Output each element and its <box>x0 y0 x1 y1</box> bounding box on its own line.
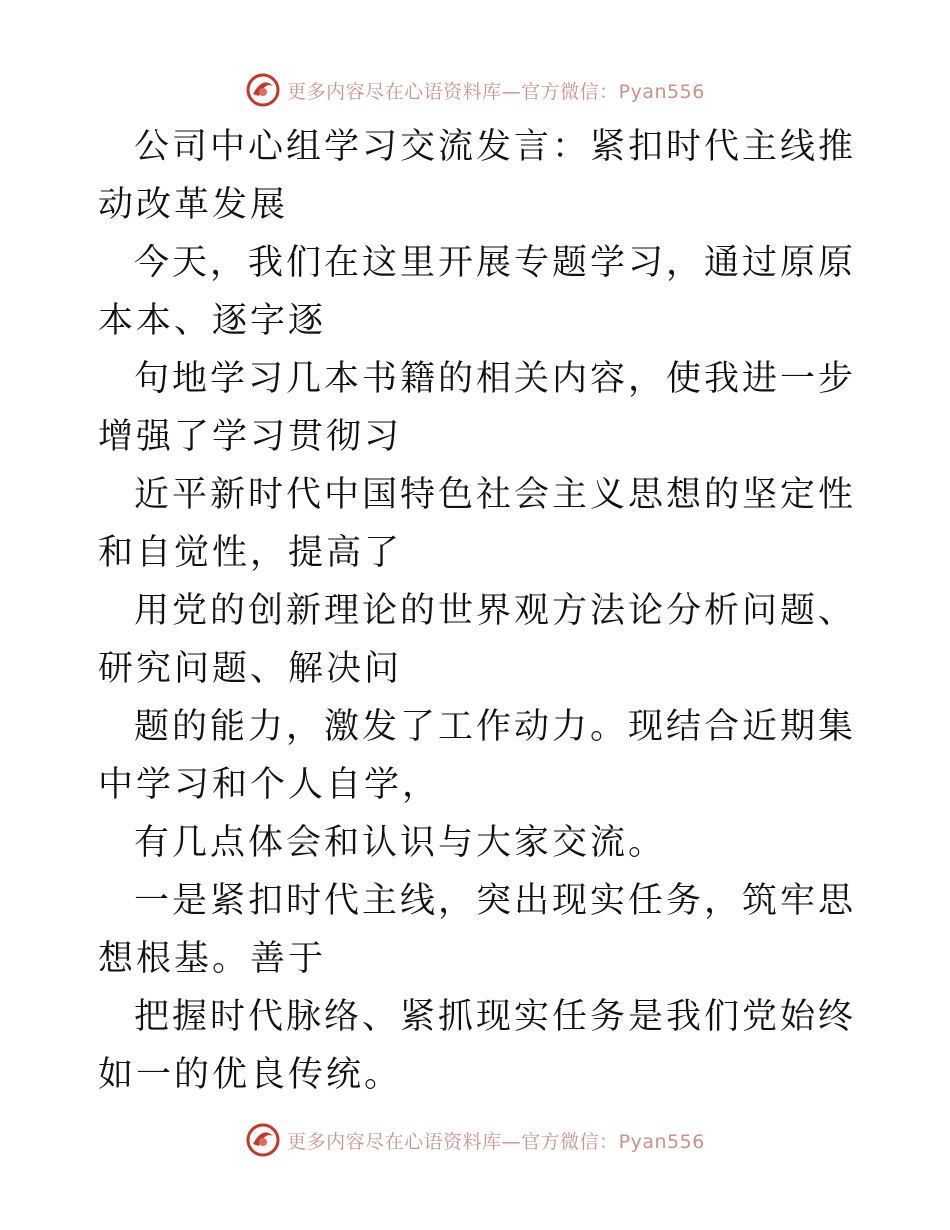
header-banner <box>0 68 950 112</box>
paragraph: 一是紧扣时代主线，突出现实任务，筑牢思想根基。善于 <box>98 881 857 979</box>
paragraph: 近平新时代中国特色社会主义思想的坚定性和自觉性，提高了 <box>98 475 857 573</box>
footer-text: 更多内容尽在心语资料库—官方微信：Pyan556 <box>287 1130 705 1153</box>
paragraph: 有几点体会和认识与大家交流。 <box>134 823 667 863</box>
red-swirl-logo-icon <box>245 72 281 108</box>
paragraph: 今天，我们在这里开展专题学习，通过原原本本、逐字逐 <box>98 243 857 341</box>
footer-banner <box>0 1118 950 1162</box>
paragraph: 句地学习几本书籍的相关内容，使我进一步增强了学习贯彻习 <box>98 359 857 457</box>
red-swirl-logo-icon <box>245 1122 281 1158</box>
paragraph: 用党的创新理论的世界观方法论分析问题、研究问题、解决问 <box>98 591 857 689</box>
document-title: 公司中心组学习交流发言：紧扣时代主线推动改革发展 <box>98 127 857 225</box>
paragraph: 把握时代脉络、紧抓现实任务是我们党始终如一的优良传统。 <box>98 997 857 1095</box>
paragraph: 题的能力，激发了工作动力。现结合近期集中学习和个人自学， <box>98 707 857 805</box>
header-text: 更多内容尽在心语资料库—官方微信：Pyan556 <box>287 80 705 103</box>
document-body <box>98 118 858 1104</box>
